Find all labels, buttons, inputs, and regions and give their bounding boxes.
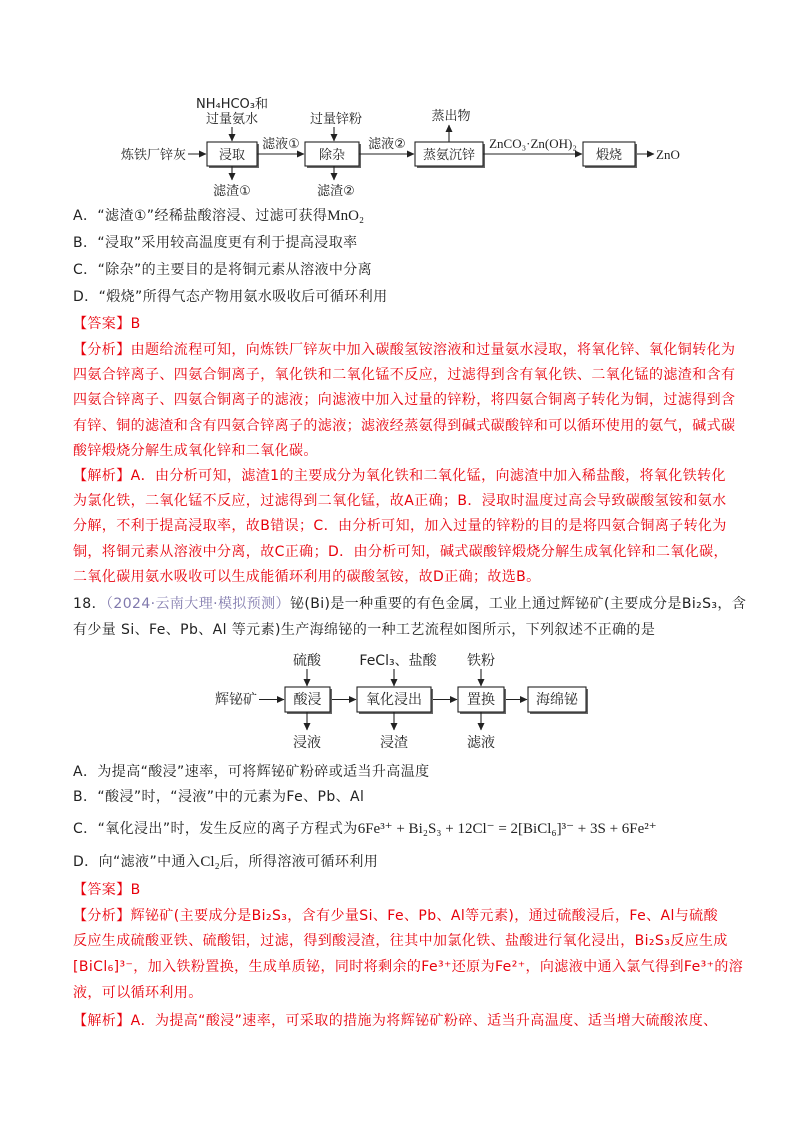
option-text: “煅烧”所得气态产物用氨水吸收后可循环利用 bbox=[98, 289, 388, 305]
option-label: C． bbox=[73, 262, 98, 278]
q18-option-b bbox=[73, 787, 364, 807]
option-text: “氧化浸出”时，发生反应的离子方程式为 bbox=[97, 821, 358, 837]
option-text: 为提高“酸浸”速率，可将辉铋矿粉碎或适当升高温度 bbox=[97, 764, 430, 780]
solution-text: A．由分析可知，滤渣1的主要成分为氧化铁和二氧化锰，向滤渣中加入稀盐酸，将氧化铁转化 bbox=[130, 468, 726, 484]
option-text: “滤渣①”经稀盐酸溶浸、过滤可获得 bbox=[97, 208, 328, 224]
q17-option-a bbox=[73, 206, 364, 226]
chemical-formula: MnO₂ bbox=[327, 208, 365, 224]
analysis-label: 【分析】 bbox=[73, 342, 131, 358]
q17-option-d bbox=[73, 287, 388, 307]
q18-reagent-step2-label: FeCl₃、盐酸 bbox=[359, 653, 437, 669]
q18-out-step2-label: 浸渣 bbox=[380, 735, 408, 751]
q18-solution-line bbox=[73, 1011, 718, 1031]
q18-stem-line bbox=[73, 594, 746, 614]
q18-product-label: 海绵铋 bbox=[536, 692, 578, 708]
q18-reagent-step3-label: 铁粉 bbox=[467, 653, 495, 669]
analysis-label: 【分析】 bbox=[73, 908, 131, 924]
q18-analysis-line: 液，可以循环利用。 bbox=[73, 985, 203, 1001]
q17-flow-diagram bbox=[0, 90, 800, 202]
answer-label: 【答案】 bbox=[73, 882, 131, 898]
option-label: D． bbox=[73, 289, 99, 305]
q17-solution-line: 为氯化铁，二氧化锰不反应，过滤得到二氧化锰，故A正确；B．浸取时温度过高会导致碳酸氢铵和氨水 bbox=[73, 493, 727, 509]
q17-solution-line: 二氧化碳用氨水吸收可以生成能循环利用的碳酸氢铵，故D正确；故选B。 bbox=[73, 569, 541, 585]
answer-label: 【答案】 bbox=[73, 316, 131, 332]
q17-option-b bbox=[73, 233, 358, 253]
q18-out-step1-label: 浸液 bbox=[293, 735, 321, 751]
answer-value: B bbox=[130, 882, 141, 898]
option-label: A． bbox=[73, 764, 98, 780]
solution-label: 【解析】 bbox=[73, 1013, 131, 1029]
q18-option-d bbox=[73, 852, 378, 872]
option-text: 向“滤液”中通入 bbox=[98, 854, 201, 870]
answer-value: B bbox=[130, 316, 141, 332]
q18-flow-diagram bbox=[0, 643, 800, 755]
q17-filtrate1-label: 滤液① bbox=[262, 137, 300, 152]
option-text: “酸浸”时，“浸液”中的元素为Fe、Pb、Al bbox=[97, 789, 365, 805]
q18-stem-line: 有少量 Si、Fe、Pb、Al 等元素)生产海绵铋的一种工艺流程如图所示，下列叙述不正确的是 bbox=[73, 622, 656, 638]
q17-step2-label: 除杂 bbox=[318, 148, 346, 163]
q17-analysis-line: 四氨合锌离子、四氨合铜离子，氧化铁和二氧化锰不反应，过滤得到含有氧化铁、二氧化锰的滤渣和含有 bbox=[73, 367, 736, 383]
q18-step1-label: 酸浸 bbox=[293, 692, 322, 708]
analysis-text: 由题给流程可知，向炼铁厂锌灰中加入碳酸氢铵溶液和过量氨水浸取，将氧化锌、氧化铜转化为 bbox=[130, 342, 736, 358]
q18-analysis-line: [BiCl₆]³⁻，加入铁粉置换，生成单质铋，同时将剩余的Fe³⁺还原为Fe²⁺，向滤液中通入氯气得到Fe³⁺的溶 bbox=[73, 959, 744, 975]
solution-label: 【解析】 bbox=[73, 468, 131, 484]
option-label: C． bbox=[73, 821, 98, 837]
q18-feed-label: 辉铋矿 bbox=[215, 692, 257, 708]
q17-solution-line: 铜，将铜元素从溶液中分离，故C正确；D．由分析可知，碱式碳酸锌煅烧分解生成氧化锌和二氧化碳， bbox=[73, 544, 728, 560]
q18-out-step3-label: 滤液 bbox=[467, 735, 495, 751]
q17-step4-label: 煅烧 bbox=[595, 148, 623, 163]
q17-intermediate-label: ZnCO₃·Zn(OH)₂ bbox=[489, 136, 577, 151]
option-label: A． bbox=[73, 208, 98, 224]
option-text: “除杂”的主要目的是将铜元素从溶液中分离 bbox=[97, 262, 373, 278]
q17-step3-label: 蒸氨沉锌 bbox=[422, 148, 476, 163]
question-number: 18． bbox=[73, 596, 107, 612]
q17-analysis-line: 四氨合锌离子、四氨合铜离子的滤液；向滤液中加入过量的锌粉，将四氨合铜离子转化为铜，过滤得到含 bbox=[73, 392, 736, 408]
q17-answer bbox=[73, 314, 141, 334]
q18-step3-label: 置换 bbox=[467, 692, 495, 708]
q17-residue2-label: 滤渣② bbox=[317, 184, 355, 199]
option-text: “浸取”采用较高温度更有利于提高浸取率 bbox=[97, 235, 358, 251]
analysis-text: 辉铋矿(主要成分是Bi₂S₃，含有少量Si、Fe、Pb、Al等元素)，通过硫酸浸后，Fe、Al与硫酸 bbox=[130, 908, 718, 924]
option-label: B． bbox=[73, 789, 98, 805]
q17-filtrate2-label: 滤液② bbox=[368, 137, 406, 152]
q17-reagent-step2-label: 过量锌粉 bbox=[309, 112, 363, 127]
question-source-tag: （2024·云南大理·模拟预测） bbox=[106, 596, 290, 612]
option-text: 后，所得溶液可循环利用 bbox=[219, 854, 379, 870]
q17-option-c bbox=[73, 260, 372, 280]
q17-analysis-line: 有锌、铜的滤渣和含有四氨合锌离子的滤液；滤液经蒸氨得到碱式碳酸锌和可以循环使用的氨气，碱式碳 bbox=[73, 418, 736, 434]
q17-residue1-label: 滤渣① bbox=[213, 184, 251, 199]
q18-answer bbox=[73, 880, 141, 900]
q17-solution-line: 分解，不利于提高浸取率，故B错误；C．由分析可知，加入过量的锌粉的目的是将四氨合铜离子转化为 bbox=[73, 518, 727, 534]
q17-reagent-label-1: NH₄HCO₃和 bbox=[195, 97, 269, 112]
q17-analysis-line: 酸锌煅烧分解生成氧化锌和二氧化碳。 bbox=[73, 443, 318, 459]
q18-reagent-step1-label: 硫酸 bbox=[293, 653, 321, 669]
solution-text: A．为提高“酸浸”速率，可采取的措施为将辉铋矿粉碎、适当升高温度、适当增大硫酸浓度、 bbox=[130, 1013, 718, 1029]
q17-step1-label: 浸取 bbox=[218, 148, 246, 163]
q18-analysis-line: 反应生成硫酸亚铁、硫酸铝，过滤，得到酸浸渣，往其中加氯化铁、盐酸进行氧化浸出，Bi₂S₃反应生成 bbox=[73, 933, 728, 949]
option-label: B． bbox=[73, 235, 98, 251]
q18-analysis-line bbox=[73, 906, 718, 926]
q17-feed-label: 炼铁厂锌灰 bbox=[120, 148, 186, 163]
q17-analysis-line bbox=[73, 340, 735, 360]
q17-solution-line bbox=[73, 466, 726, 486]
q17-reagent-label-2: 过量氨水 bbox=[205, 112, 259, 127]
chemical-formula: Cl₂ bbox=[200, 854, 220, 870]
question-stem-text: 铋(Bi)是一种重要的有色金属，工业上通过辉铋矿(主要成分是Bi₂S₃，含 bbox=[289, 596, 747, 612]
q17-product-label: ZnO bbox=[656, 147, 680, 162]
q18-step2-label: 氧化浸出 bbox=[366, 692, 422, 708]
q18-option-a bbox=[73, 762, 430, 782]
option-label: D． bbox=[73, 854, 99, 870]
q18-option-c bbox=[73, 819, 657, 839]
ionic-equation: 6Fe³⁺ + Bi₂S₃ + 12Cl⁻ = 2[BiCl₆]³⁻ + 3S + 6Fe²⁺ bbox=[357, 821, 657, 837]
q17-byproduct-label: 蒸出物 bbox=[431, 109, 471, 124]
